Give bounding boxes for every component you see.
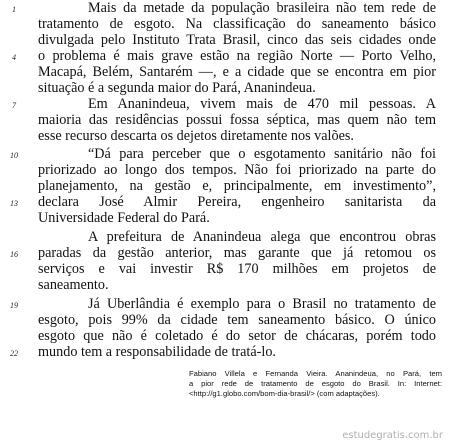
line-number: 22	[10, 349, 18, 358]
text-line: Universidade Federal do Pará.	[38, 210, 210, 226]
text-line: divulgada pelo Instituto Trata Brasil, cinco das seis cidades onde	[38, 32, 436, 48]
line-number: 1	[12, 5, 16, 14]
text-line: o problema é mais grave estão na região Norte — Porto Velho,	[38, 48, 436, 64]
text-line: situação é a segunda maior do Pará, Ananindeua.	[38, 80, 316, 96]
text-line: mundo tem a responsabilidade de tratá-lo.	[38, 344, 276, 360]
line-number: 7	[12, 101, 16, 110]
text-line: Macapá, Belém, Santarém —, e a cidade que se encontra em pior	[38, 64, 436, 80]
line-number: 16	[10, 250, 18, 259]
watermark: estudegratis.com.br	[342, 430, 443, 441]
line-number: 4	[12, 53, 16, 62]
text-line: declara José Almir Pereira, engenheiro sanitarista da	[38, 194, 436, 210]
text-line: A prefeitura de Ananindeua alega que encontrou obras	[88, 229, 436, 245]
text-line: Já Uberlândia é exemplo para o Brasil no tratamento de	[88, 296, 436, 312]
text-line: maioria das residências possui fossa séptica, mas quem não tem	[38, 112, 436, 128]
source-citation-line: <http://g1.globo.com/bom-dia-brasil/> (com adaptações).	[189, 389, 380, 398]
text-line: esse recurso descarta os dejetos diretamente nos valões.	[38, 128, 354, 144]
text-line: Em Ananindeua, vivem mais de 470 mil pessoas. A	[88, 96, 436, 112]
text-line: paradas da gestão anterior, mas garante que já retomou os	[38, 245, 436, 261]
line-number: 19	[10, 301, 18, 310]
text-line: “Dá para perceber que o esgotamento sanitário não foi	[88, 146, 436, 162]
text-line: priorizado ao longo dos tempos. Não foi priorizado na parte do	[38, 162, 436, 178]
line-number: 13	[10, 199, 18, 208]
source-citation-line: Fabiano Villela e Fernanda Vieira. Ananindeua, no Pará, tem	[189, 369, 442, 378]
text-line: esgoto, pois 99% da cidade tem saneamento básico. O único	[38, 312, 436, 328]
line-number: 10	[10, 151, 18, 160]
text-line: esgoto que não é coletado é do setor de chácaras, porém todo	[38, 328, 436, 344]
text-line: Mais da metade da população brasileira não tem rede de	[88, 0, 436, 16]
text-line: tratamento de esgoto. Na classificação do saneamento básico	[38, 16, 436, 32]
text-line: planejamento, na gestão e, principalmente, em investimento”,	[38, 178, 436, 194]
source-citation-line: a pior rede de tratamento de esgoto do Brasil. In: Internet:	[189, 379, 442, 388]
text-line: saneamento.	[38, 277, 109, 293]
text-line: serviços e vai investir R$ 170 milhões em projetos de	[38, 261, 436, 277]
